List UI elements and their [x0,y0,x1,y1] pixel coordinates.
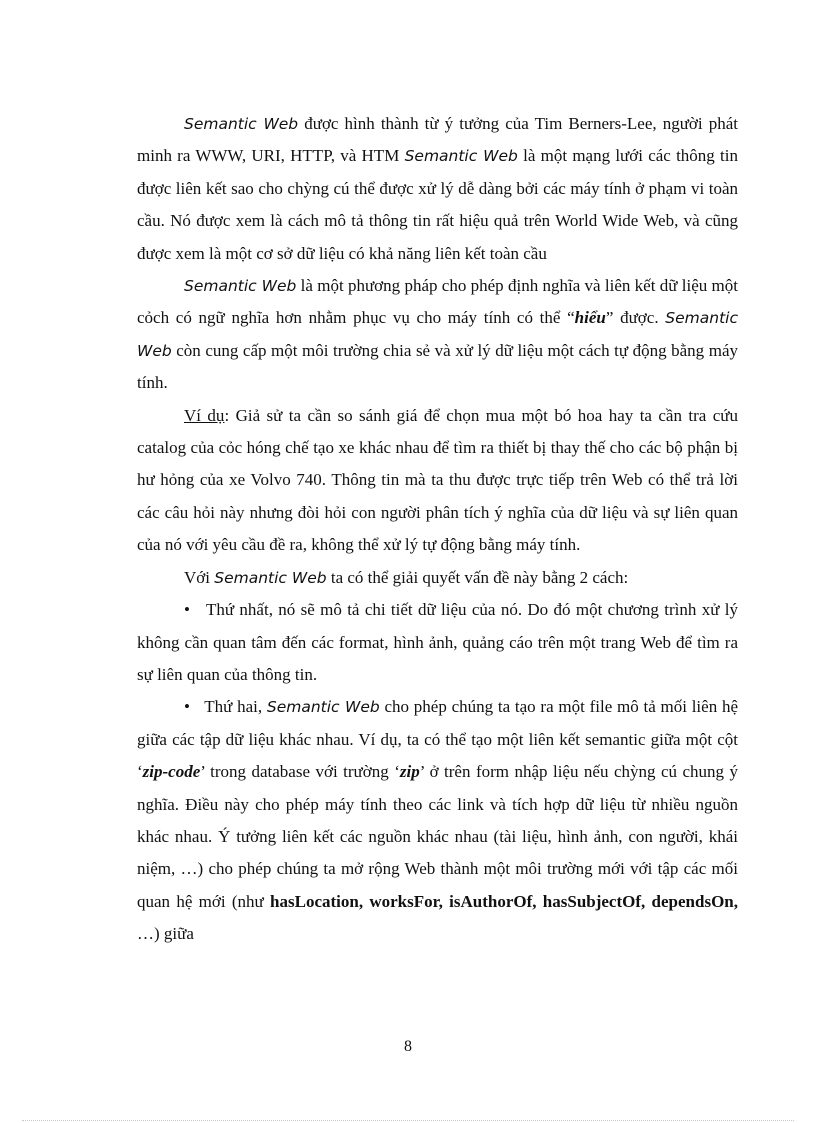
page-number: 8 [404,1038,412,1055]
body-text [137,108,738,951]
emphasis-word: hiểu [574,308,606,328]
page-bottom-edge [22,1120,794,1121]
paragraph-text: ” được. [605,308,666,328]
paragraph-text: Với [184,567,215,587]
relation-names: hasLocation, worksFor, isAuthorOf, hasSubjectOf, dependsOn, [270,891,739,911]
paragraph-example [137,400,738,562]
paragraph-text: Thứ hai, [204,697,267,717]
paragraph-text: Thứ nhất, nó sẽ mô tả chi tiết dữ liệu của nó. Do đó một chương trình xử lý không cần quan tâm đến các format, hình ảnh, quảng cáo trên một trang Web để tìm ra sự liên quan của thông tin. [137,600,738,684]
paragraph-text: là một phương pháp cho phép định nghĩa và liên kết dữ liệu một cỏch có ngữ nghĩa hơn nhằm phục vụ cho máy tính có thể “ [137,276,738,328]
bullet-marker: • [184,600,190,620]
term-semantic-web: Semantic Web [214,568,327,587]
paragraph-text: là một mạng lưới các thông tin được liên kết sao cho chỳng cú thể được xử lý dễ dàng bởi các máy tính ở phạm vi toàn cầu. Nó được xem là cách mô tả thông tin rất hiệu quả trên World Wide Web, và cũng được xem là một cơ sở dữ liệu có khả năng liên kết toàn cầu [137,146,738,263]
term-semantic-web: Semantic Web [184,115,299,133]
paragraph-method [137,270,738,400]
code-term-zip-code: zip-code [142,762,201,782]
paragraph-text: được hình thành từ ý tưởng của Tim Berners-Lee, người phát minh ra WWW, URI, HTTP, và HTM [137,114,738,166]
paragraph-two-ways [137,562,738,594]
code-term-zip: zip [399,762,420,782]
paragraph-text: ’ ở trên form nhập liệu nếu chỳng cú chung ý nghĩa. Điều này cho phép máy tính theo các link và tích hợp dữ liệu từ nhiều nguồn khác nhau. Ý tưởng liên kết các nguồn khác nhau (tài liệu, hình ảnh, con người, khái niệm, …) cho phép chúng ta mở rộng Web thành một môi trường mới với tập các mối quan hệ mới (như [137,762,738,911]
term-semantic-web: Semantic Web [184,277,297,296]
paragraph-text: : Giả sử ta cần so sánh giá để chọn mua một bó hoa hay ta cần tra cứu catalog của cỏc hóng chế tạo xe khác nhau để tìm ra thiết bị thay thế cho các bộ phận bị hư hỏng của xe Volvo 740. Thông tin mà ta thu được trực tiếp trên Web có thể trả lời các câu hỏi này nhưng đòi hỏi con người phân tích ý nghĩa của dữ liệu và sự liên quan của nó với yêu cầu đề ra, không thể xử lý tự động bằng máy tính. [137,405,739,555]
paragraph-text: ’ trong database với trường ‘ [200,762,400,782]
paragraph-text: ta có thể giải quyết vấn đề này bằng 2 cách: [326,567,629,587]
paragraph-text: còn cung cấp một môi trường chia sẻ và xử lý dữ liệu một cách tự động bằng máy tính. [137,340,738,393]
term-semantic-web: Semantic Web [137,309,738,360]
term-semantic-web: Semantic Web [404,147,518,166]
term-semantic-web: Semantic Web [266,698,380,717]
bullet-item-second [137,691,738,950]
paragraph-definition [137,108,738,270]
paragraph-text: …) giữa [137,924,194,944]
example-label: Ví dụ [184,405,225,425]
bullet-item-first [137,594,738,691]
bullet-marker: • [184,697,190,717]
paragraph-text: cho phép chúng ta tạo ra một file mô tả mối liên hệ giữa các tập dữ liệu khác nhau. Ví dụ, ta có thể tạo một liên kết semantic giữa một cột ‘ [137,697,738,782]
